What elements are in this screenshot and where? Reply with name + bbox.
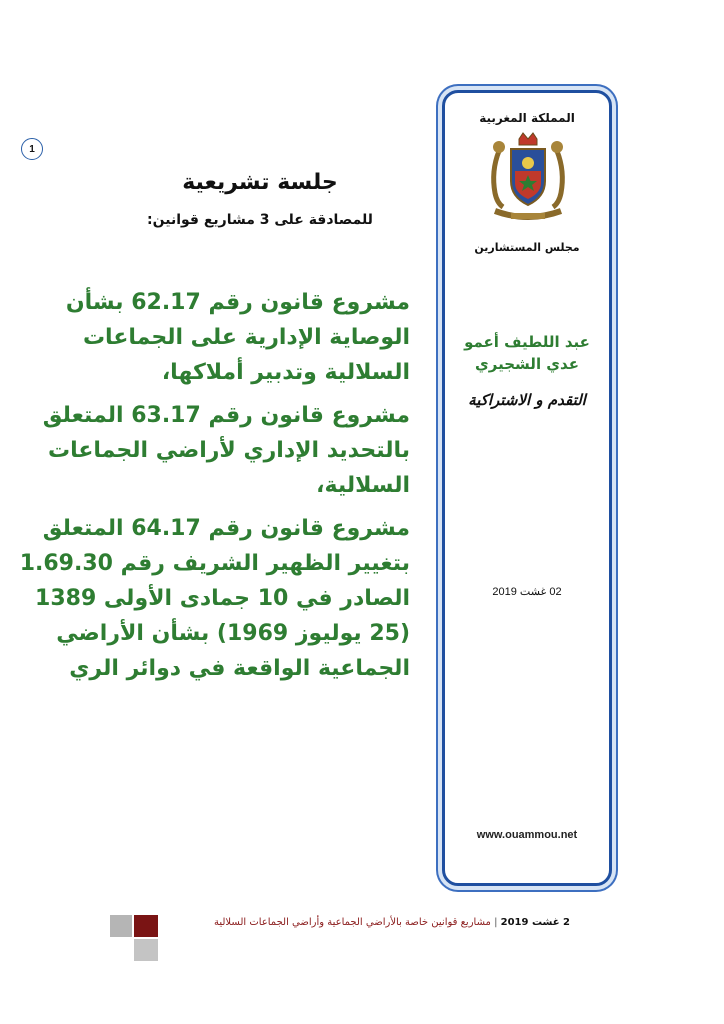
- footer-decoration: [110, 915, 160, 963]
- footer: [170, 917, 570, 928]
- page-number-badge: 1: [21, 138, 43, 160]
- bill-line: الجماعية الواقعة في دوائر الري: [69, 656, 410, 681]
- cover-date: 02 غشت 2019: [492, 586, 562, 598]
- bill-line: بالتحديد الإداري لأراضي الجماعات: [47, 438, 410, 463]
- bill-line: السلالية وتدبير أملاكها،: [161, 360, 410, 385]
- bill-line: مشروع قانون رقم 63.17 المتعلق: [42, 403, 410, 428]
- bill-line: الوصاية الإدارية على الجماعات: [82, 325, 410, 350]
- author-name-2: عدي الشجيري: [475, 355, 579, 373]
- coat-of-arms-icon: [481, 131, 575, 227]
- cover-panel: [442, 90, 612, 886]
- bill-line: السلالية،: [316, 473, 410, 498]
- council-label: مجلس المستشارين: [474, 241, 580, 254]
- gray-square: [134, 939, 158, 961]
- session-title: جلسة تشريعية: [182, 170, 338, 195]
- author-name-1: عبد اللطيف أعمو: [464, 333, 590, 351]
- bills-list: [19, 285, 410, 694]
- red-square: [134, 915, 158, 937]
- bill-item: [40, 398, 410, 503]
- party-logo-text: التقدم و الاشتراكية: [468, 391, 586, 409]
- bill-line: (25 يوليوز 1969) بشأن الأراضي: [56, 621, 410, 646]
- session-subtitle: للمصادقة على 3 مشاريع قوانين:: [147, 212, 373, 228]
- bill-item: [40, 285, 410, 390]
- bill-line: الصادر في 10 جمادى الأولى 1389: [35, 586, 410, 611]
- bill-line: مشروع قانون رقم 64.17 المتعلق: [42, 516, 410, 541]
- website-link[interactable]: www.ouammou.net: [476, 829, 578, 841]
- footer-date: 2 غشت 2019: [500, 917, 570, 928]
- bill-line: بتغيير الظهير الشريف رقم 1.69.30: [19, 551, 410, 576]
- bill-item: [19, 511, 410, 686]
- footer-title: مشاريع قوانين خاصة بالأراضي الجماعية وأراضي الجماعات السلالية: [214, 917, 491, 928]
- kingdom-label: المملكة المغربية: [479, 111, 575, 125]
- gray-square: [110, 915, 132, 937]
- bill-line: مشروع قانون رقم 62.17 بشأن: [65, 290, 410, 315]
- footer-separator: |: [494, 917, 498, 928]
